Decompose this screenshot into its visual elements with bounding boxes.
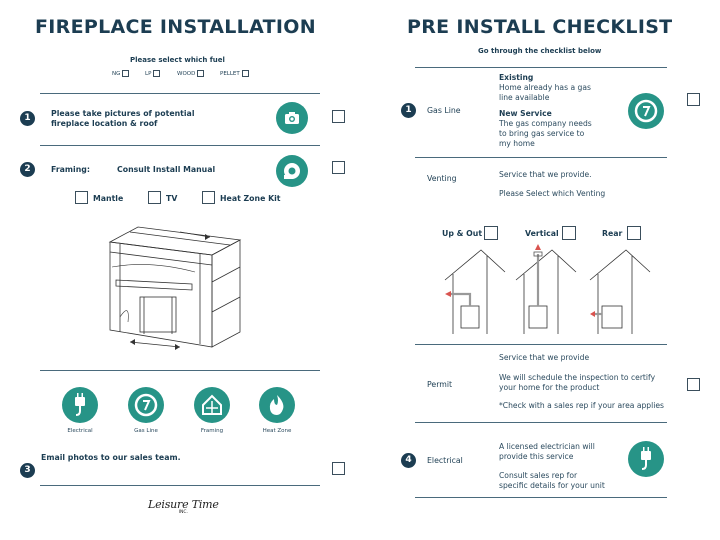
gas-gauge-icon — [128, 387, 164, 423]
electrical-line: specific details for your unit — [499, 481, 605, 490]
heat-zone-kit-label: Heat Zone Kit — [220, 194, 281, 203]
step-1-number: 1 — [20, 111, 35, 126]
fuel-option-label: NG — [112, 70, 121, 77]
permit-line: We will schedule the inspection to certify — [499, 373, 656, 382]
permit-line: your home for the product — [499, 383, 600, 392]
tv-checkbox[interactable] — [148, 191, 161, 204]
venting-line: Service that we provide. — [499, 170, 592, 179]
mantle-checkbox[interactable] — [75, 191, 88, 204]
house-frame-icon — [194, 387, 230, 423]
vertical-diagram — [514, 244, 579, 336]
framing-label: Framing: — [51, 165, 90, 174]
new-service-line: to bring gas service to — [499, 129, 585, 138]
gas-line-details — [499, 73, 592, 149]
rear-diagram — [588, 244, 653, 336]
step-1-line: fireplace location & roof — [51, 119, 158, 128]
fuel-option-label: LP — [145, 70, 152, 77]
step-1-line: Please take pictures of potential — [51, 109, 195, 118]
electrical-label: Electrical — [427, 456, 463, 465]
existing-title: Existing — [499, 73, 534, 82]
step-2-checkbox[interactable] — [332, 161, 345, 174]
icon-label: Gas Line — [134, 428, 158, 434]
step-1-text — [51, 109, 195, 129]
fuel-checkbox[interactable] — [242, 70, 249, 77]
plug-icon — [628, 441, 664, 477]
tv-label: TV — [166, 194, 178, 203]
divider — [40, 485, 320, 486]
permit-label: Permit — [427, 380, 453, 389]
fuel-option-label: PELLET — [220, 70, 240, 77]
icon-label: Heat Zone — [262, 428, 292, 434]
fuel-checkbox[interactable] — [122, 70, 129, 77]
fuel-option-wood[interactable] — [177, 70, 204, 77]
framing-diagram — [100, 222, 250, 357]
divider — [40, 145, 320, 146]
fuel-option-label: WOOD — [177, 70, 196, 77]
up-and-out-diagram — [443, 244, 508, 336]
permit-line: Service that we provide — [499, 353, 590, 362]
permit-checkbox[interactable] — [687, 378, 700, 391]
divider — [415, 497, 667, 498]
new-service-title: New Service — [499, 109, 552, 118]
venting-label: Venting — [427, 174, 457, 183]
existing-line: line available — [499, 93, 550, 102]
fuel-checkbox[interactable] — [153, 70, 160, 77]
electrical-line: A licensed electrician will — [499, 442, 595, 451]
step-3-checkbox[interactable] — [332, 462, 345, 475]
checklist-subtitle: Go through the checklist below — [478, 47, 602, 55]
gas-line-checkbox[interactable] — [687, 93, 700, 106]
fuel-checkbox[interactable] — [197, 70, 204, 77]
plug-icon — [62, 387, 98, 423]
gas-gauge-icon — [628, 93, 664, 129]
mantle-label: Mantle — [93, 194, 124, 203]
existing-line: Home already has a gas — [499, 83, 591, 92]
heat-zone-kit-checkbox[interactable] — [202, 191, 215, 204]
left-page-title: FIREPLACE INSTALLATION — [35, 16, 316, 38]
rear-label: Rear — [602, 229, 623, 238]
step-3-text: Email photos to our sales team. — [41, 453, 181, 462]
framing-text: Consult Install Manual — [117, 165, 216, 174]
electrical-number: 4 — [401, 453, 416, 468]
step-2-number: 2 — [20, 162, 35, 177]
venting-line: Please Select which Venting — [499, 189, 606, 198]
divider — [40, 93, 320, 94]
right-page-title: PRE INSTALL CHECKLIST — [407, 16, 673, 38]
tape-measure-icon — [276, 155, 308, 187]
divider — [415, 157, 667, 158]
vertical-checkbox[interactable] — [562, 226, 576, 240]
permit-note: *Check with a sales rep if your area applies — [499, 401, 664, 410]
electrical-line: provide this service — [499, 452, 574, 461]
logo-suffix: INC. — [178, 510, 188, 515]
fuel-option-ng[interactable] — [112, 70, 129, 77]
fuel-option-lp[interactable] — [145, 70, 160, 77]
fuel-option-pellet[interactable] — [220, 70, 249, 77]
flame-icon — [259, 387, 295, 423]
camera-icon — [276, 102, 308, 134]
logo-wordmark: Leisure Time — [148, 498, 219, 511]
vertical-label: Vertical — [525, 229, 559, 238]
new-service-line: The gas company needs — [499, 119, 592, 128]
icon-label: Electrical — [67, 428, 93, 434]
gas-line-number: 1 — [401, 103, 416, 118]
step-3-number: 3 — [20, 463, 35, 478]
divider — [415, 67, 667, 68]
leisure-time-logo — [148, 498, 219, 515]
divider — [415, 344, 667, 345]
up-and-out-checkbox[interactable] — [484, 226, 498, 240]
rear-checkbox[interactable] — [627, 226, 641, 240]
divider — [415, 422, 667, 423]
up-and-out-label: Up & Out — [442, 229, 483, 238]
new-service-line: my home — [499, 139, 535, 148]
divider — [40, 370, 320, 371]
step-1-checkbox[interactable] — [332, 110, 345, 123]
fuel-prompt: Please select which fuel — [130, 56, 225, 64]
electrical-line: Consult sales rep for — [499, 471, 578, 480]
icon-label: Framing — [200, 428, 224, 434]
gas-line-label: Gas Line — [427, 106, 461, 115]
